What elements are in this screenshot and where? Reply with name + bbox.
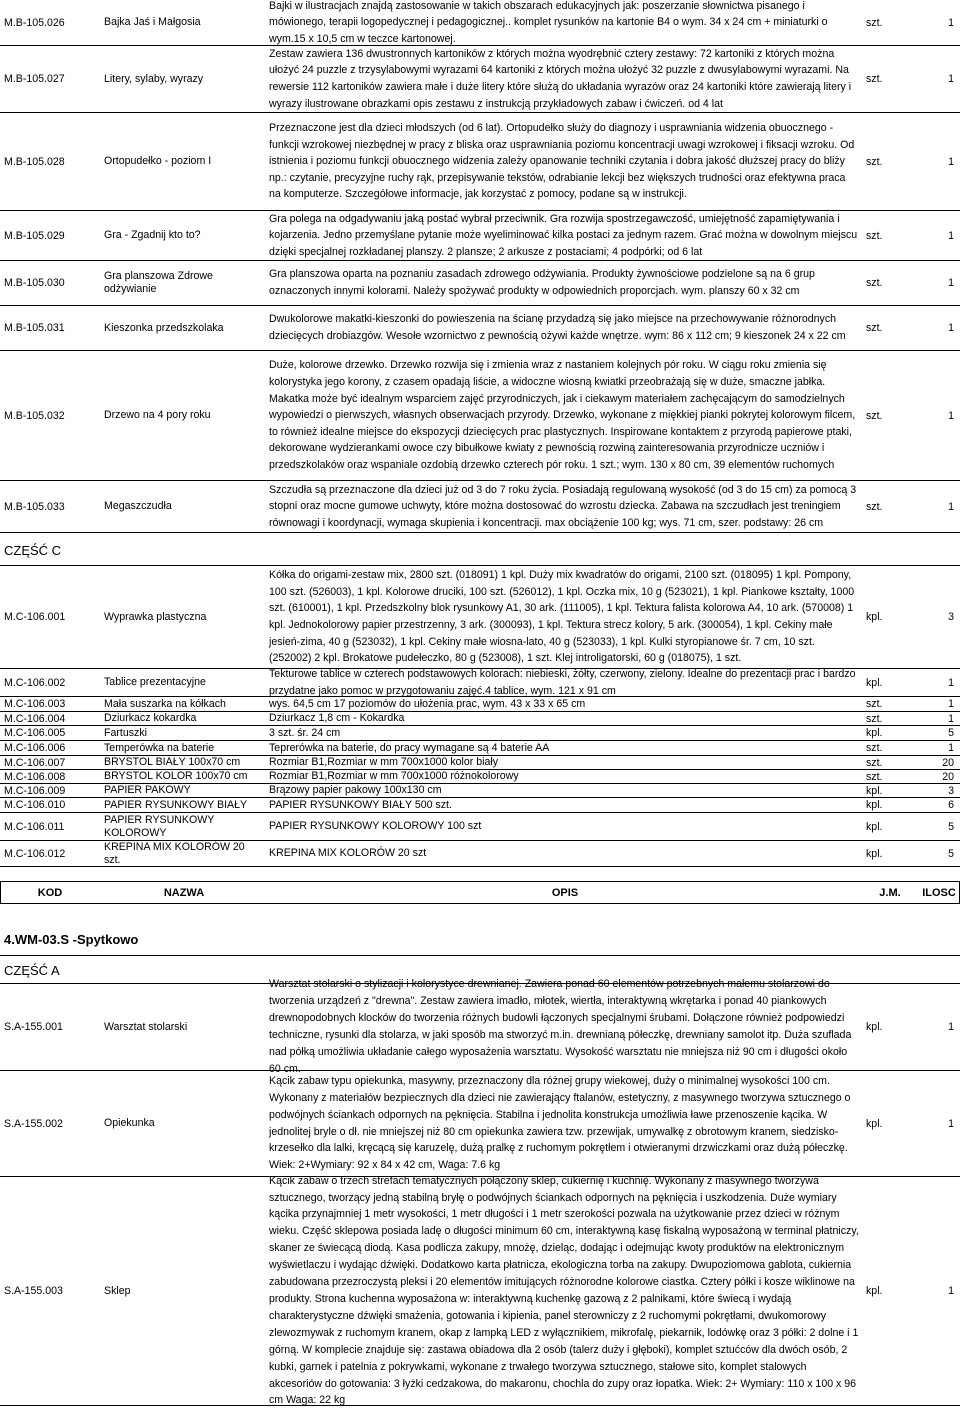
item-description: Zestaw zawiera 136 dwustronnych kartoników z których można wyodrębnić cztery zestawy: 72 kartoniki z których można ułożyć 24 puzzle z trzysylabowymi wyrazami 64 kartoniki z których można ułożyć 32 puzzle z dwusylabowymi wyrazami. Na rewersie 112 kartoników zawiera małe i duże litery które służą do układania wyrazów oraz 24 kartoniki które zawierają litery i wyrazy ilustrowane obrazkami opis zestawu z instrukcją przykładowych zabaw i ćwiczeń. od 4 lat [269, 47, 852, 110]
item-quantity: 1 [948, 676, 954, 689]
header-kod: KOD [37, 886, 63, 899]
item-name: Dziurkacz kokardka [104, 712, 197, 724]
item-code: M.C-106.007 [4, 756, 66, 769]
item-quantity: 5 [948, 727, 954, 739]
item-description: Teprerówka na baterie, do pracy wymagane są 4 baterie AA [269, 741, 550, 754]
item-name: Warsztat stolarski [104, 1020, 188, 1033]
item-name: Kieszonka przedszkolaka [104, 321, 224, 334]
item-name: Mała suszarka na kółkach [104, 697, 226, 710]
item-description: Kącik zabaw o trzech strefach tematycznych połączony sklep, cukiernię i kuchnię. Wykonany z masywnego tworzywa sztucznego, tworzący jedną stabilną bryłę o podwójnych ściankach odpornych na pęknięcia i uszkodzenia. Duże wymiary kącika przynajmniej 1 metr wysokości, 1 metr długości i 1 metr szerokości pozwala na użytkowanie przez dzieci w różnym wieku. Część sklepowa posiada ladę o długości minimum 60 cm, interaktywną kasę fiskalną wyposażoną w terminal płatniczy, skaner ze świecącą diodą. Kasa podlicza zakupy, mnożę, dzieląc, dodając i odejmując kwoty produktów na elektronicznym wyświetlaczu i wydając dźwięki. Dodatkowo karta płatnicza, ekologiczna torba na zakupy. Dwupoziomowa gablota, cukiernia zabudowana przezroczystą pleksi i 20 elementów imitujących różnorodne kolorowe ciastka. Cztery półki i kosze wiklinowe na produkty. Strona kuchenna wyposażona w: interaktywną kuchenkę gazową z 2 palnikami, które świecą i wydają charakterystyczne dźwięki smażenia, gotowania i kipienia, panel sterowniczy z 2 ruchomymi pokrętłami, dwukomorowy zlewozmywak z ruchomym kranem, okap z lampką LED z wyłącznikiem, mikrofalę, piekarnik, lodówkę oraz 3 półki: 2 dolne i 1 górną. W komplecie znajduje się: zastawa obiadowa dla 2 osób (talerz duży i głęboki), komplet sztućców dla dwóch osób, 2 kubki, garnek i patelnia z pokrywkami, wykonane z trwałego tworzywa sztucznego, stałowe sito, komplet stalowych akcesoriów do gotowania: 3 łyżki cedzakowa, do makaronu, chochla do zupy oraz łopatka. Wiek: 2+ Wymiary: 110 x 100 x 96 cm Waga: 22 kg [269, 1174, 859, 1407]
row-divider [0, 532, 960, 533]
item-description: Rozmiar B1,Rozmiar w mm 700x1000 różnokolorowy [269, 770, 519, 783]
item-description: Dziurkacz 1,8 cm - Kokardka [269, 712, 405, 725]
item-code: M.C-106.002 [4, 676, 66, 689]
item-unit: kpl. [866, 847, 883, 860]
item-quantity: 1 [948, 73, 954, 85]
item-description: Kącik zabaw typu opiekunka, masywny, przeznaczony dla różnej grupy wiekowej, duży o minimalnej wysokości 100 cm. Wykonany z materiałów bezpiecznych dla dzieci nie zawierający ftalanów, estetyczny, z masywnego tworzywa sztucznego o podwójnych ściankach odpornych na pęknięcia. Stabilna i jednolita konstrukcja umożliwia ławe przenoszenie kącika. W jednolitej bryle o dł. nie mniejszej niż 80 cm opiekunka zawiera tzw. przewijak, umywalkę z obrotowym kranem, siedzisko-krzesełko dla lalki, kręcącą się karuzelę, dużą pralkę z ruchomym pokrętłem i otwieranymi drzwiczkami oraz dużą półeczkę. Wiek: 2+Wymiary: 92 x 84 x 42 cm, Waga: 7.6 kg [269, 1074, 851, 1172]
header-ilosc: ILOSC [922, 886, 956, 899]
item-quantity: 1 [948, 229, 954, 242]
header-opis: OPIS [551, 886, 579, 899]
item-quantity: 1 [948, 742, 954, 754]
item-description: Rozmiar B1,Rozmiar w mm 700x1000 kolor biały [269, 756, 499, 769]
item-quantity: 1 [948, 1021, 954, 1033]
item-name: BRYSTOL BIAŁY 100x70 cm [104, 756, 241, 768]
row-divider [0, 866, 960, 867]
item-code: M.B-105.029 [4, 229, 65, 242]
header-bottom-border [0, 903, 960, 904]
item-code: M.C-106.009 [4, 784, 66, 797]
item-code: M.B-105.030 [4, 277, 65, 289]
item-unit: kpl. [866, 611, 883, 623]
item-code: M.C-106.006 [4, 742, 66, 754]
item-name: Ortopudełko - poziom I [104, 155, 212, 167]
item-quantity: 3 [948, 611, 954, 623]
item-unit: szt. [866, 322, 883, 334]
item-unit: szt. [866, 229, 883, 242]
item-name: Fartuszki [104, 726, 147, 739]
item-quantity: 3 [948, 784, 954, 797]
item-name: PAPIER RYSUNKOWY BIAŁY [104, 798, 248, 811]
item-code: M.C-106.008 [4, 770, 66, 783]
item-code: M.B-105.027 [4, 73, 65, 85]
item-quantity: 1 [948, 712, 954, 725]
title-underline [0, 955, 960, 956]
item-unit: szt. [866, 16, 883, 29]
item-name: Gra - Zgadnij kto to? [104, 229, 201, 241]
item-unit: szt. [866, 698, 883, 710]
item-quantity: 6 [948, 799, 954, 811]
item-code: S.A-155.001 [4, 1021, 63, 1033]
item-description: Kółka do origami-zestaw mix, 2800 szt. (018091) 1 kpl. Duży mix kwadratów do origami, 2100 szt. (018095) 1 kpl. Pompony, 100 szt. (526003), 1 kpl. Kolorowe druciki, 100 szt. (526012), 1 kpl. Oczka mix, 10 g (523021), 1 kpl. Piankowe kształty, 1000 szt. (610001), 1 kpl. Przedszkolny blok rysunkowy A1, 30 ark. (111005), 1 kpl. Tektura falista kolorowa A4, 10 ark. (570008) 1 kpl. Jednokolorowy papier przestrzenny, 3 ark. (300093), 1 kpl. Tektura strecz kolory, 5 ark. (300054), 1 kpl. Cekiny małe jesień-zima, 40 g (523032), 1 kpl. Cekiny małe wiosna-lato, 40 g (523033), 1 kpl. Kulki styropianowe śr. 7 cm, 10 szt. (252002) 2 kpl. Brokatowe pudełeczko, 80 g (523008), 1 szt. Klej introligatorski, 60 g (018075), 1 szt. [269, 569, 855, 665]
item-quantity: 1 [948, 409, 954, 422]
item-quantity: 1 [948, 155, 954, 168]
item-code: M.C-106.012 [4, 847, 66, 860]
item-unit: kpl. [866, 727, 883, 739]
section-a-heading: CZĘŚĆ A [4, 963, 60, 978]
item-description: Gra planszowa oparta na poznaniu zasadach zdrowego odżywiania. Produkty żywnościowe podzielone są na 6 grup oznaczonych innymi kolorami. Należy spożywać produkty w odpowiednich proporcjach. wym. planszy 60 x 32 cm [269, 268, 815, 297]
item-unit: szt. [866, 756, 883, 769]
item-unit: kpl. [866, 820, 883, 833]
item-unit: kpl. [866, 784, 883, 797]
item-description: Tekturowe tablice w czterech podstawowych kolorach: niebieski, żółty, czerwony, zielony. Idealne do prezentacji prac i bardzo przydatne jako pomoc w przygotowaniu zajęć.4 tablice, wym. 121 x 91 cm [269, 667, 856, 697]
item-code: M.C-106.004 [4, 712, 66, 725]
location-title: 4.WM-03.S -Spytkowo [4, 932, 139, 947]
item-description: wys. 64,5 cm 17 poziomów do ułożenia prac, wym. 43 x 33 x 65 cm [269, 697, 586, 710]
item-name: PAPIER RYSUNKOWY KOLOROWY [104, 813, 215, 839]
item-code: M.C-106.005 [4, 727, 66, 739]
item-quantity: 1 [948, 1285, 954, 1297]
item-code: M.B-105.032 [4, 409, 65, 422]
item-description: KREPINA MIX KOLORÓW 20 szt [269, 847, 427, 860]
item-description: Duże, kolorowe drzewko. Drzewko rozwija się i zmienia wraz z nastaniem kolejnych pór roku. W ciągu roku zmienia się kolorystyka jego korony, z czasem opadają liście, a widoczne wiosną kwiatki przeobrażają się w duże, smaczne jabłka. Makatka może być idealnym wsparciem zajęć przyrodniczych, jak i ciekawym materiałem zachęcającym do samodzielnych wypowiedzi o pierwszych, własnych obserwacjach przyrody. Drzewko, wykonane z miękkiej pianki pokrytej kolorowym filcem, to również idealne miejsce do ekspozycji dziecięcych prac plastycznych. Inspirowane kontaktem z przyrodą papierowe ptaki, dekorowane wydzierankami owoce czy bibułkowe kwiaty z pewnością rozwiną zainteresowania przyrodnicze uczniów i przedszkolaków oraz wspaniale ozdobią drzewko czterech pór roku. 1 szt.; wym. 130 x 80 cm, 39 elementów ruchomych [269, 359, 856, 471]
item-quantity: 1 [948, 1117, 954, 1130]
item-unit: szt. [866, 155, 883, 168]
item-description: Gra polega na odgadywaniu jaką postać wybrał przeciwnik. Gra rozwija spostrzegawczość, umiejętność zapamiętywania i kojarzenia. Jedno przemyślane pytanie może wyeliminować kilka postaci za jednym razem. Grać można w dowolnym miejscu dzięki specjalnej rozkładanej planszy. 2 plansze; 2 arkusze z postaciami; 4 podpórki; od 6 lat [269, 212, 858, 258]
item-code: M.C-106.001 [4, 611, 66, 623]
item-name: Gra planszowa Zdrowe odżywianie [104, 270, 213, 295]
item-name: Wyprawka plastyczna [104, 610, 207, 623]
section-c-heading: CZĘŚĆ C [4, 543, 62, 558]
item-unit: kpl. [866, 1285, 883, 1297]
item-quantity: 5 [948, 820, 954, 833]
item-name: Drzewo na 4 pory roku [104, 409, 211, 421]
item-quantity: 1 [948, 277, 954, 289]
item-name: PAPIER PAKOWY [104, 784, 191, 796]
item-unit: kpl. [866, 676, 883, 689]
item-code: S.A-155.003 [4, 1285, 63, 1297]
item-code: M.B-105.026 [4, 16, 65, 29]
item-quantity: 20 [942, 770, 954, 783]
item-unit: szt. [866, 742, 883, 754]
item-description: Bajki w ilustracjach znajdą zastosowanie w takich obszarach edukacyjnych jak: poszerzanie słownictwa pisanego i mówionego, terapii logopedycznej i pedagogicznej.. komplet rysunków na kartonie B4 o wym. 34 x 24 cm + miniaturki o wym.15 x 10,5 cm w teczce kartonowej. [269, 0, 828, 45]
item-unit: kpl. [866, 1021, 883, 1033]
item-quantity: 1 [948, 16, 954, 29]
item-name: Sklep [104, 1284, 131, 1297]
header-jm: J.M. [879, 886, 901, 899]
item-name: Tablice prezentacyjne [104, 676, 206, 688]
item-code: M.C-106.003 [4, 698, 66, 710]
item-code: S.A-155.002 [4, 1117, 63, 1130]
item-code: M.B-105.031 [4, 322, 65, 334]
item-code: M.C-106.011 [4, 820, 65, 833]
item-description: Szczudła są przeznaczone dla dzieci już od 3 do 7 roku życia. Posiadają regulowaną wysokość (od 3 do 15 cm) za pomocą 3 stopni oraz mocne gumowe uchwyty, które można dostosować do wzrostu dziecka. Zabawa na szczudłach jest treningiem równowagi i koordynacji, wymaga skupienia i koncentracji. max obciążenie 100 kg; wys. 71 cm, szer. podstawy: 26 cm [269, 483, 857, 529]
item-quantity: 20 [942, 756, 954, 769]
item-code: M.B-105.028 [4, 155, 65, 168]
header-nazwa: NAZWA [163, 886, 205, 899]
item-description: PAPIER RYSUNKOWY KOLOROWY 100 szt [269, 820, 482, 833]
item-name: Megaszczudła [104, 500, 172, 512]
item-unit: szt. [866, 770, 883, 783]
item-description: Dwukolorowe makatki-kieszonki do powieszenia na ścianę przydadzą się jako miejsce na przechowywanie różnorodnych dziecięcych drobiazgów. Wesołe wzornictwo z pewnością ożywi każde wnętrze. wym: 86 x 112 cm; 9 kieszonek 24 x 22 cm [269, 313, 846, 342]
item-name: Bajka Jaś i Małgosia [104, 16, 201, 28]
item-unit: szt. [866, 73, 883, 85]
row-divider [0, 1405, 960, 1406]
item-unit: szt. [866, 409, 883, 422]
item-quantity: 1 [948, 322, 954, 334]
item-unit: szt. [866, 277, 883, 289]
item-name: BRYSTOL KOLOR 100x70 cm [104, 770, 248, 782]
item-code: M.C-106.010 [4, 799, 66, 811]
item-name: Temperówka na baterie [104, 741, 215, 754]
item-name: KREPINA MIX KOLORÓW 20 szt. [104, 840, 245, 866]
item-name: Litery, sylaby, wyrazy [104, 72, 204, 85]
item-description: Brązowy papier pakowy 100x130 cm [269, 784, 442, 797]
item-unit: szt. [866, 500, 883, 513]
item-name: Opiekunka [104, 1117, 155, 1129]
item-quantity: 1 [948, 698, 954, 710]
item-description: PAPIER RYSUNKOWY BIAŁY 500 szt. [269, 798, 452, 811]
item-description: Warsztat stolarski o stylizacji i kolorystyce drewnianej. Zawiera ponad 60 elementów potrzebnych małemu stolarzowi do tworzenia urządzeń z "drewna". Zestaw zawiera imadło, młotek, wiertła, interaktywną wkrętarka i ponad 40 piankowych drewnopodobnych klocków do tworzenia różnych budowli łączonych specjalnymi śrubami. Dołączone również podpowiedzi techniczne, rysunki dla stolarza, w jaki sposób ma stworzyć m.in. drewnianą półeczkę, drewniany samolot itp. Duża szuflada nad półką umożliwia układanie całego wyposażenia warsztatu. Wysokość warsztatu nie mniejsza niż 90 cm i długości około 60 cm. [269, 978, 852, 1075]
item-unit: kpl. [866, 1117, 883, 1130]
item-unit: kpl. [866, 799, 883, 811]
item-quantity: 5 [948, 847, 954, 860]
item-description: Przeznaczone jest dla dzieci młodszych (od 6 lat). Ortopudełko służy do diagnozy i usprawniania widzenia obuocznego - funkcji wzrokowej niezbędnej w pracy z bliska oraz usprawniania poziomu koncentracji uwagi wzrokowej i fiksacji wzroku. Od istnienia i poziomu funkcji obuocznego widzenia zależy opanowanie techniki czytania i dobra jakość dłuższej pracy do bliży np.: czytanie, precyzyjne ruchy rąk, przepisywanie tekstów, odrabianie lekcji bez większych trudności oraz efektywna praca na komputerze. Szczegółowe informacje, jak korzystać z pomocy, podane są w instrukcji. [269, 122, 855, 201]
item-unit: szt. [866, 712, 883, 725]
item-description: 3 szt. śr. 24 cm [269, 726, 341, 739]
item-code: M.B-105.033 [4, 500, 65, 513]
item-quantity: 1 [948, 500, 954, 513]
